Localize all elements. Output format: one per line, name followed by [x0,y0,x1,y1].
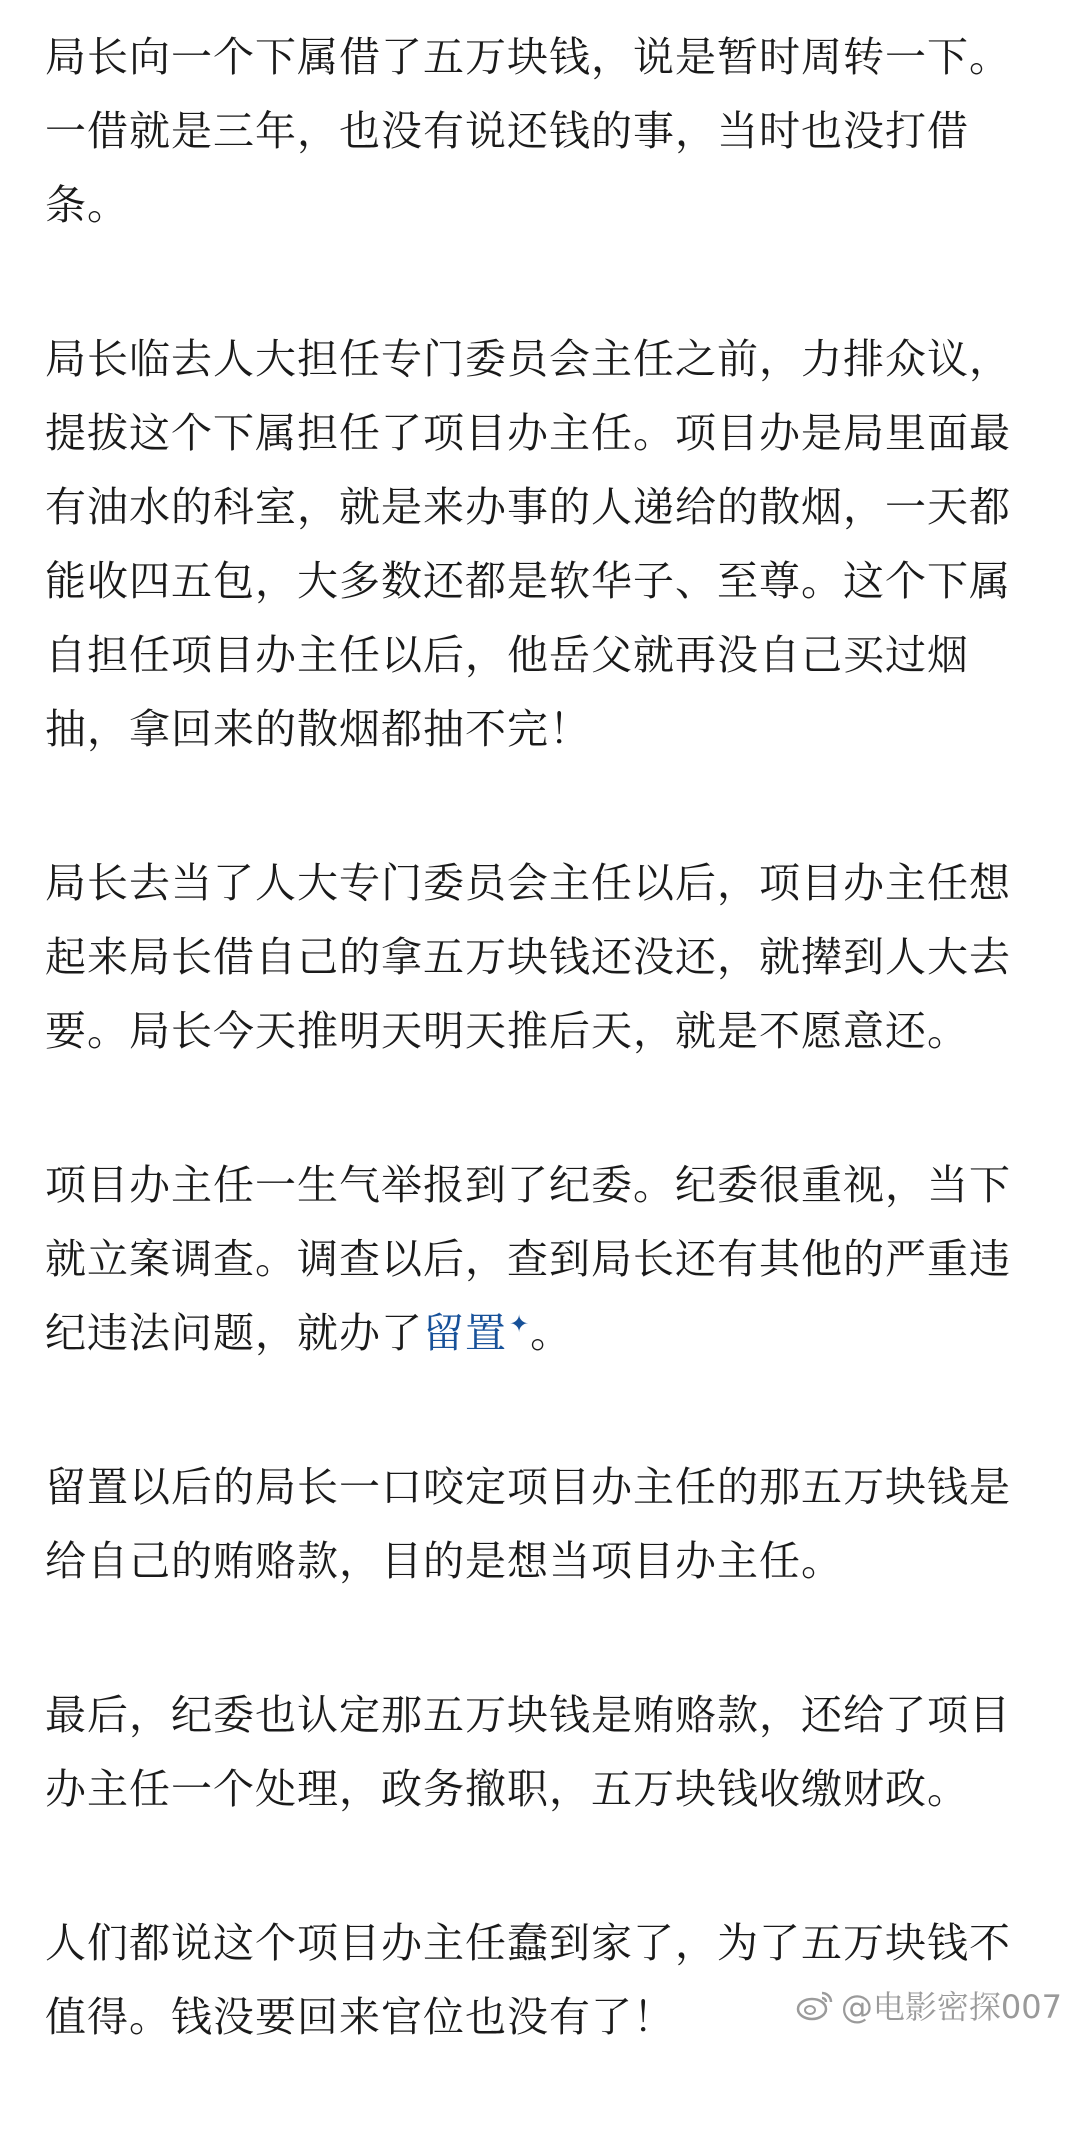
paragraph-6: 最后，纪委也认定那五万块钱是贿赂款，还给了项目办主任一个处理，政务撤职，五万块钱收缴财政。 [45,1691,1011,1813]
paragraph-4-text-before: 项目办主任一生气举报到了纪委。纪委很重视，当下就立案调查。调查以后，查到局长还有其他的严重违纪违法问题，就办了 [45,1161,1011,1357]
paragraph-4-text-after: 。 [530,1309,573,1357]
article-body [45,20,1035,2134]
paragraph-1: 局长向一个下属借了五万块钱，说是暂时周转一下。一借就是三年，也没有说还钱的事，当时也没打借条。 [45,33,1011,229]
link-sparkle-icon: ✦ [509,1310,531,1339]
paragraph-3: 局长去当了人大专门委员会主任以后，项目办主任想起来局长借自己的拿五万块钱还没还，就撵到人大去要。局长今天推明天明天推后天，就是不愿意还。 [45,859,1011,1055]
watermark [795,1982,1062,2028]
paragraph-2: 局长临去人大担任专门委员会主任之前，力排众议，提拔这个下属担任了项目办主任。项目办是局里面最有油水的科室，就是来办事的人递给的散烟，一天都能收四五包，大多数还都是软华子、至尊。这个下属自担任项目办主任以后，他岳父就再没自己买过烟抽，拿回来的散烟都抽不完！ [45,335,1011,753]
weibo-logo-icon [795,1988,835,2022]
watermark-text: @电影密探007 [840,1988,1062,2026]
paragraph-4 [45,1148,1035,1370]
detention-link[interactable]: 留置 [423,1309,507,1357]
paragraph-5: 留置以后的局长一口咬定项目办主任的那五万块钱是给自己的贿赂款，目的是想当项目办主任。 [45,1463,1011,1585]
paragraph-7: 人们都说这个项目办主任蠢到家了，为了五万块钱不值得。钱没要回来官位也没有了！ [45,1919,1011,2041]
